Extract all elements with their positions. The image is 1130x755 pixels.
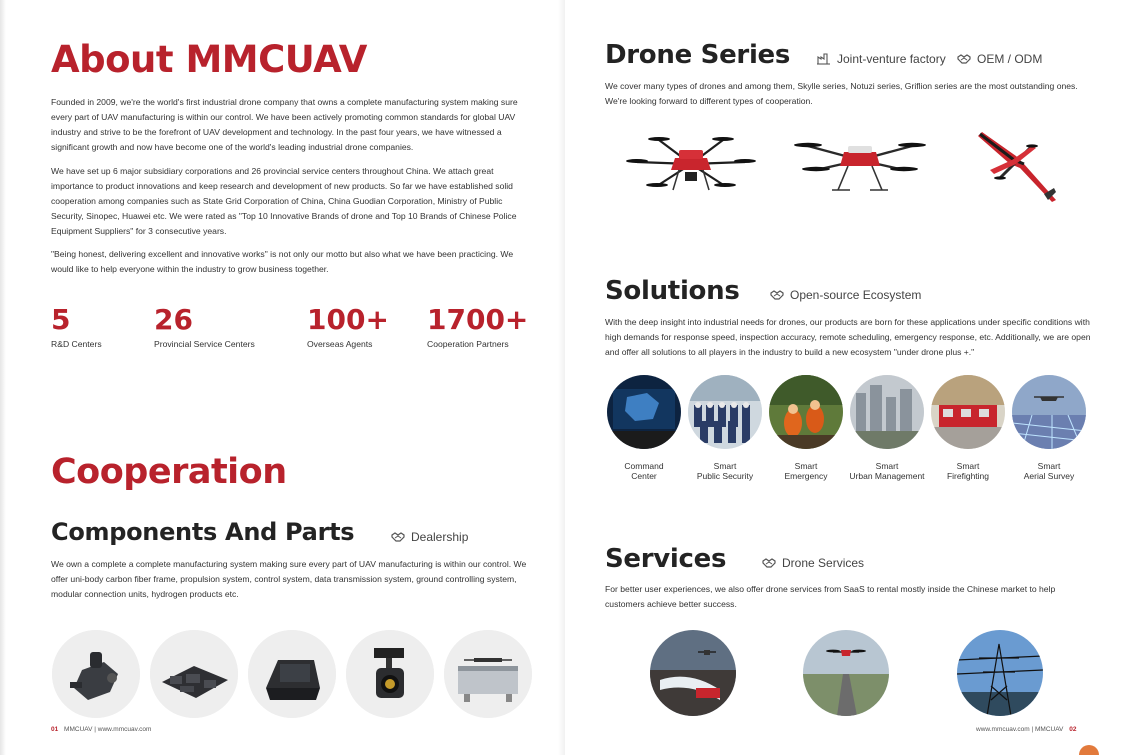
right-page xyxy=(565,0,1130,755)
services-title: Services xyxy=(605,544,727,574)
stat-label: Cooperation Partners xyxy=(427,339,509,349)
stat-label: R&D Centers xyxy=(51,339,102,349)
joint-venture-label: Joint-venture factory xyxy=(837,52,946,66)
footer-brand: MMCUAV | www.mmcuav.com xyxy=(64,726,152,733)
quadcopter-drone-image xyxy=(790,130,930,206)
stat-overseas-agents xyxy=(307,304,389,349)
about-paragraph-1: Founded in 2009, we're the world's first industrial drone company that owns a complete manufacturing system making sure every part of UAV manufacturing is within our control. We have been actively promoting common standards for global UAV industry and strive to be the forefront of UAV development and technology. In the past four years, we have witnessed a significant growth and now have become one of the world's leading industrial drone companies. xyxy=(51,97,518,152)
solution-caption-public-security: Smart Public Security xyxy=(696,461,754,481)
component-nest-image xyxy=(444,630,532,718)
component-gimbal-image xyxy=(52,630,140,718)
solution-caption-urban-management: Smart Urban Management xyxy=(849,461,925,481)
drone-services-tag xyxy=(762,556,864,570)
stat-label: Provincial Service Centers xyxy=(154,339,255,349)
handshake-icon xyxy=(391,531,405,543)
about-paragraph-3: "Being honest, delivering excellent and innovative works" is not only our motto but also what we have been practicing. We would like to help everyone within the industry to grow business together. xyxy=(51,249,514,274)
component-ground-station-image xyxy=(248,630,336,718)
joint-venture-tag xyxy=(817,52,946,66)
stat-label: Overseas Agents xyxy=(307,339,373,349)
dealership-tag xyxy=(391,530,468,544)
component-camera-pod-image xyxy=(346,630,434,718)
solution-firefighting-image xyxy=(931,375,1005,449)
solutions-title: Solutions xyxy=(605,276,740,306)
cooperation-title: Cooperation xyxy=(51,452,287,492)
services-text: For better user experiences, we also offer drone services from SaaS to rental mostly inside the Chinese market to help customers achieve better success. xyxy=(605,584,1056,609)
solution-caption-aerial-survey: Smart Aerial Survey xyxy=(1023,461,1075,481)
oem-odm-tag xyxy=(957,52,1042,66)
page-edge xyxy=(0,0,6,755)
solution-urban-management-image xyxy=(850,375,924,449)
drone-series-text: We cover many types of drones and among them, Skylle series, Notuzi series, Griflion series are the most outstanding ones. We're looking forward to different types of cooperation. xyxy=(605,81,1078,106)
solution-emergency-image xyxy=(769,375,843,449)
components-title: Components And Parts xyxy=(51,518,355,546)
solution-caption-firefighting: Smart Firefighting xyxy=(946,461,990,481)
open-source-tag xyxy=(770,288,921,302)
stat-service-centers xyxy=(154,304,255,349)
solution-public-security-image xyxy=(688,375,762,449)
solution-command-center-image xyxy=(607,375,681,449)
handshake-icon xyxy=(762,557,776,569)
footer-brand: www.mmcuav.com | MMCUAV xyxy=(976,726,1064,733)
drone-services-label: Drone Services xyxy=(782,556,865,570)
footer-right xyxy=(976,726,1076,733)
footer-page-number: 01 xyxy=(51,726,59,733)
footer-page-number: 02 xyxy=(1069,726,1077,733)
hexacopter-drone-image xyxy=(623,128,759,206)
about-title: About MMCUAV xyxy=(51,38,367,81)
stat-value: 1700+ xyxy=(427,303,529,336)
service-powerline-inspection-image xyxy=(957,630,1043,716)
service-firefighting-drone-image xyxy=(650,630,736,716)
handshake-icon xyxy=(770,289,784,301)
stat-value: 26 xyxy=(154,303,193,336)
stat-value: 5 xyxy=(51,303,71,336)
corner-badge xyxy=(1079,745,1099,755)
stat-value: 100+ xyxy=(307,303,389,336)
solution-caption-emergency: Smart Emergency xyxy=(784,461,828,481)
footer-left xyxy=(51,726,151,733)
solution-caption-command-center: Command Center xyxy=(624,461,664,481)
handshake-icon xyxy=(957,53,971,65)
vtol-fixed-wing-drone-image xyxy=(970,130,1060,210)
components-text: We own a complete a complete manufacturing system making sure every part of UAV manufacturing is within our control. We offer uni-body carbon fiber frame, propulsion system, control system, data transmission system, ground controlling system, modular connection units, hydrogen products etc. xyxy=(51,559,527,599)
dealership-label: Dealership xyxy=(411,530,469,544)
solution-aerial-survey-image xyxy=(1012,375,1086,449)
oem-odm-label: OEM / ODM xyxy=(977,52,1043,66)
stat-rd-centers xyxy=(51,304,102,349)
factory-icon xyxy=(817,53,831,65)
component-flight-controller-image xyxy=(150,630,238,718)
drone-series-title: Drone Series xyxy=(605,40,791,70)
service-traffic-drone-image xyxy=(803,630,889,716)
solutions-text: With the deep insight into industrial needs for drones, our products are born for these applications under specific conditions with high demands for response speed, inspection accuracy, remote scheduling, emergency response, etc. Additionally, we are open and offer all solutions to all players in the industry to build a new ecosystem "under drone plus +." xyxy=(605,317,1091,357)
about-paragraph-2: We have set up 6 major subsidiary corporations and 26 provincial service centers throughout China. We attach great importance to product innovations and keep research and development of new products. So far we have established solid cooperation among companies such as State Grid Corporation of China, China Guodian Corporation, Ministry of Public Security, Sinopec, Huawei etc. We were rated as "Top 10 Innovative Brands of drone and Top 10 Brands of Chinese Police Equipment Suppliers" for 3 consecutive years. xyxy=(51,166,517,236)
open-source-label: Open-source Ecosystem xyxy=(790,288,922,302)
stat-cooperation-partners xyxy=(427,304,528,349)
